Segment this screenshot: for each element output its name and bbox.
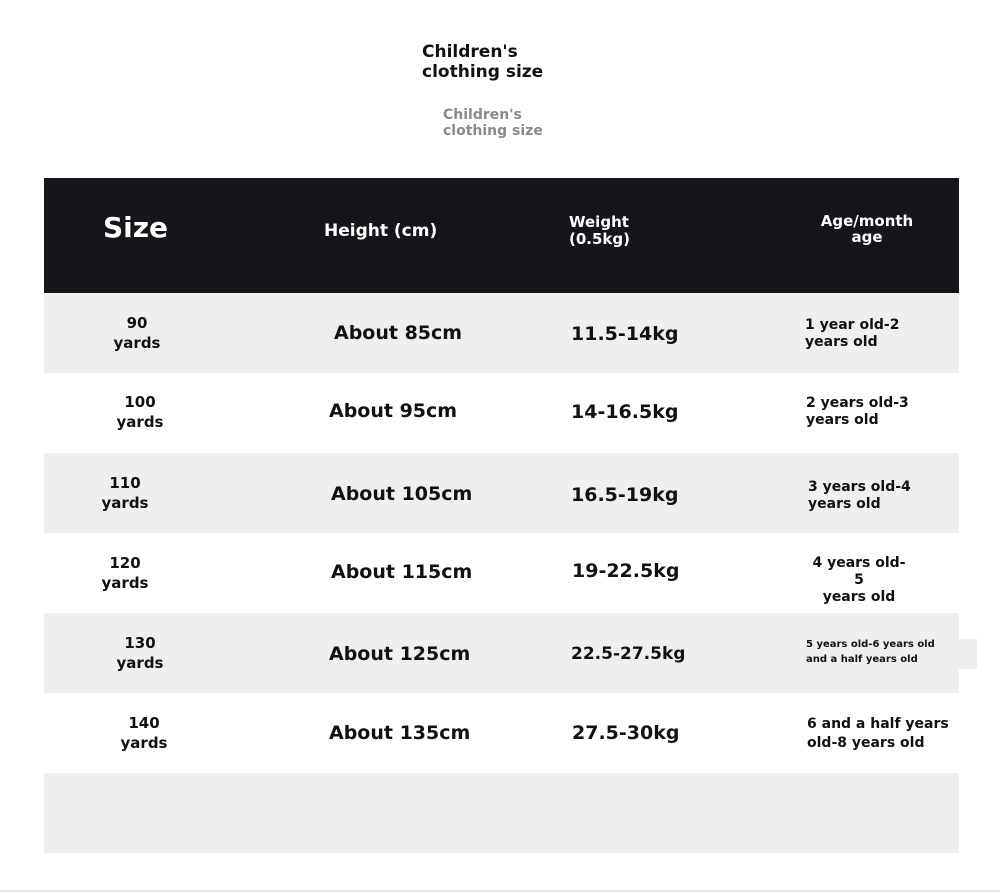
row-weight: 14-16.5kg — [571, 401, 679, 423]
row-size — [109, 713, 179, 753]
table-row — [44, 613, 959, 693]
table-row — [44, 533, 959, 613]
page-subtitle-line1: Children's — [443, 107, 522, 123]
header-size: Size — [103, 211, 169, 244]
row-age-line2: years old — [806, 412, 879, 428]
row-age-line2: and a half years old — [806, 654, 918, 665]
header-age-line2: age — [851, 228, 883, 246]
row-size-number: 140 — [128, 714, 160, 732]
row-height: About 125cm — [329, 643, 471, 665]
row-height: About 105cm — [331, 483, 473, 505]
row-age — [805, 317, 899, 351]
row-weight: 11.5-14kg — [571, 323, 679, 345]
row-age-line1: 1 year old-2 — [805, 317, 900, 333]
page-title-line1: Children's — [422, 42, 518, 62]
row-size-unit: yards — [120, 734, 168, 752]
table-header — [44, 178, 959, 293]
row-height: About 95cm — [329, 400, 458, 422]
row-size-unit: yards — [101, 574, 149, 592]
row-size — [105, 392, 175, 432]
row-age — [807, 715, 949, 753]
row-height: About 85cm — [334, 322, 463, 344]
page-title — [422, 42, 543, 82]
row-size-unit: yards — [116, 413, 164, 431]
row-height: About 115cm — [331, 561, 473, 583]
header-age — [804, 213, 930, 245]
row-age-line1: 3 years old-4 — [808, 479, 911, 495]
table-row — [44, 293, 959, 373]
row-age — [806, 637, 935, 667]
row-age-line2: years old — [805, 334, 878, 350]
row-age-line1: 4 years old-5 — [812, 555, 906, 588]
table-row — [44, 693, 959, 773]
row-size — [90, 553, 160, 593]
row-size-number: 110 — [109, 474, 141, 492]
row-age-line1: 5 years old-6 years old — [806, 639, 935, 650]
page-subtitle — [443, 107, 543, 139]
row-edge-tab — [959, 639, 977, 669]
table-row — [44, 453, 959, 533]
row-age-line1: 6 and a half years — [807, 716, 949, 732]
row-weight: 19-22.5kg — [572, 560, 680, 582]
row-size-unit: yards — [113, 334, 161, 352]
page-subtitle-line2: clothing size — [443, 123, 543, 139]
row-age — [808, 555, 910, 606]
row-age — [806, 395, 909, 429]
row-age-line2: old-8 years old — [807, 735, 925, 751]
bottom-divider — [0, 890, 1000, 892]
row-age-line2: years old — [808, 496, 881, 512]
row-weight: 16.5-19kg — [571, 484, 679, 506]
row-weight: 27.5-30kg — [572, 722, 680, 744]
row-size-number: 120 — [109, 554, 141, 572]
header-weight-line1: Weight — [569, 213, 629, 231]
header-height: Height (cm) — [324, 221, 438, 241]
row-size-number: 130 — [124, 634, 156, 652]
header-weight — [569, 214, 630, 248]
row-size-number: 100 — [124, 393, 156, 411]
row-size-unit: yards — [101, 494, 149, 512]
header-weight-line2: (0.5kg) — [569, 230, 630, 248]
row-size-number: 90 — [126, 314, 148, 332]
table-row — [44, 373, 959, 453]
row-size-unit: yards — [116, 654, 164, 672]
row-size — [90, 473, 160, 513]
row-size — [102, 313, 172, 353]
header-age-line1: Age/month — [820, 212, 914, 230]
page-title-line2: clothing size — [422, 62, 544, 82]
row-weight: 22.5-27.5kg — [571, 644, 686, 664]
table-row-empty — [44, 773, 959, 853]
row-height: About 135cm — [329, 722, 471, 744]
row-size — [105, 633, 175, 673]
row-age-line2: years old — [822, 589, 896, 605]
row-age — [808, 479, 911, 513]
row-age-line1: 2 years old-3 — [806, 395, 909, 411]
